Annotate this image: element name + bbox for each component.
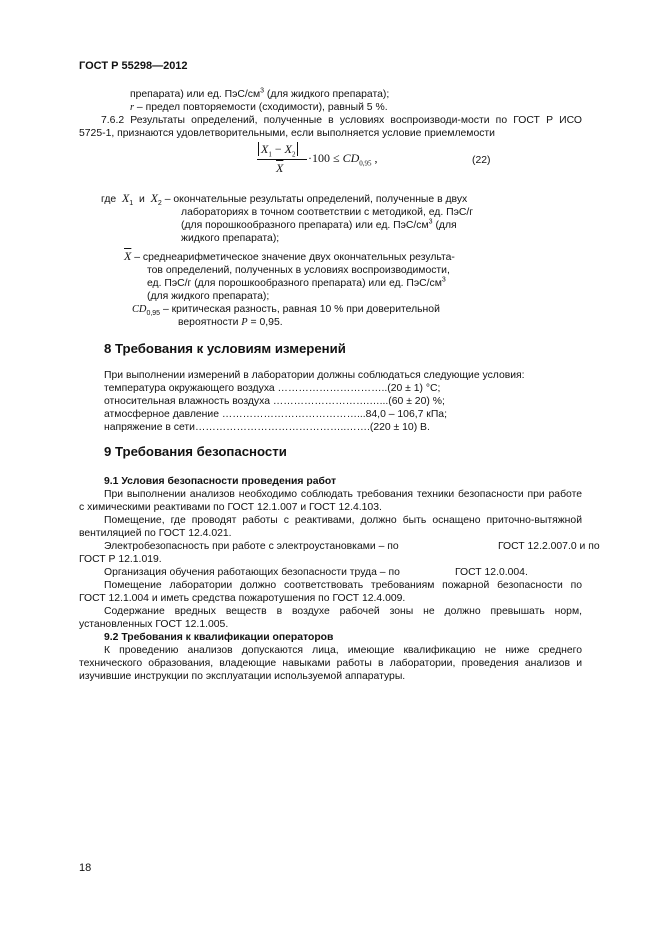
where-line: $CD_{0,95}$ – критическая разность, равная 10 % при доверительной xyxy=(132,304,440,318)
text-line: жидкого препарата); xyxy=(181,233,280,244)
text-line: установленных ГОСТ 12.1.005. xyxy=(79,619,229,630)
text-line: ед. ПэС/г (для порошкообразного препарата) или ед. ПэС/$см^3$ xyxy=(147,276,446,289)
paragraph: К проведению анализов допускаются лица, имеющие квалификацию не ниже среднего xyxy=(104,645,582,656)
text-line: r – предел повторяемости (сходимости), равный 5 %. xyxy=(130,102,388,113)
paragraph: Помещение лаборатории должно соответствовать требованиям пожарной безопасности по xyxy=(104,580,582,591)
subsection-9-1: 9.1 Условия безопасности проведения работ xyxy=(104,476,337,487)
paragraph: Помещение, где проводят работы с реактивами, должно быть оснащено приточно-вытяжной xyxy=(104,515,582,526)
where-line: где $X_1$ и $X_2$ – окончательные результаты определений, полученные в двух xyxy=(101,191,468,208)
condition-humidity: относительная влажность воздуха ……………………….…...(60 ± 20) %; xyxy=(104,396,445,407)
formula-numerator: $X_1 - X_2$ xyxy=(258,143,298,156)
where-line: $\overline{X}$ – среднеарифметическое значение двух окончательных результа- xyxy=(124,249,455,263)
section-8-title: 8 Требования к условиям измерений xyxy=(104,341,346,356)
paragraph: Содержание вредных веществ в воздухе рабочей зоны не должно превышать норм, xyxy=(104,606,582,617)
text-line: тов определений, полученных в условиях воспроизводимости, xyxy=(147,265,450,276)
text-line: вентиляцией по ГОСТ 12.4.021. xyxy=(79,528,232,539)
text-line: Организация обучения работающих безопасности труда – по xyxy=(104,567,400,578)
paragraph: технического образования, владеющие навыками работы в лаборатории, проведения анализов и xyxy=(79,658,582,669)
text-line: вероятности P = 0,95. xyxy=(178,317,283,328)
formula-rhs: $\cdot 100 \le CD_{0,95}$ , xyxy=(308,151,378,168)
paragraph-7-6-2: 7.6.2 Результаты определений, полученные в условиях воспроизводи-мости по ГОСТ Р ИСО xyxy=(101,115,582,126)
text-line: ГОСТ 12.2.007.0 и по xyxy=(498,541,600,552)
text-line: 5725-1, признаются удовлетворительными, если выполняется условие приемлемости xyxy=(79,128,495,139)
condition-temperature: температура окружающего воздуха …………………………..(20 ± 1) °С; xyxy=(104,383,441,394)
text-line: с химическими реактивами по ГОСТ 12.1.007 и ГОСТ 12.4.103. xyxy=(79,502,382,513)
text-line: лабораториях в точном соответствии с методикой, ед. ПэС/г xyxy=(181,207,474,218)
text-line: ГОСТ Р 12.1.019. xyxy=(79,554,162,565)
text-line: препарата) или ед. ПэС/$см^3$ (для жидкого препарата); xyxy=(130,87,390,100)
text-line: При выполнении измерений в лаборатории должны соблюдаться следующие условия: xyxy=(104,370,525,381)
condition-pressure: атмосферное давление …………………………………...84,0 – 106,7 кПа; xyxy=(104,409,447,420)
text-line: Электробезопасность при работе с электроустановками – по xyxy=(104,541,399,552)
document-header: ГОСТ Р 55298—2012 xyxy=(79,60,188,72)
paragraph: При выполнении анализов необходимо соблюдать требования техники безопасности при работе xyxy=(104,489,582,500)
text-line: ГОСТ 12.0.004. xyxy=(455,567,528,578)
formula-denominator: $\overline{X}$ xyxy=(276,161,284,175)
page-number: 18 xyxy=(79,862,92,874)
fraction-bar xyxy=(257,159,307,160)
formula-number: (22) xyxy=(472,155,491,166)
section-9-title: 9 Требования безопасности xyxy=(104,444,287,459)
text-line: (для жидкого препарата); xyxy=(147,291,270,302)
condition-voltage: напряжение в сети……………………………………..…….(220 ± 10) В. xyxy=(104,422,430,433)
subsection-9-2: 9.2 Требования к квалификации операторов xyxy=(104,632,334,643)
text-line: ГОСТ 12.1.004 и иметь средства пожаротушения по ГОСТ 12.4.009. xyxy=(79,593,406,604)
text-line: (для порошкообразного препарата) или ед. ПэС/$см^3$ (для xyxy=(181,218,457,231)
text-line: изучившие инструкции по эксплуатации используемой аппаратуры. xyxy=(79,671,406,682)
